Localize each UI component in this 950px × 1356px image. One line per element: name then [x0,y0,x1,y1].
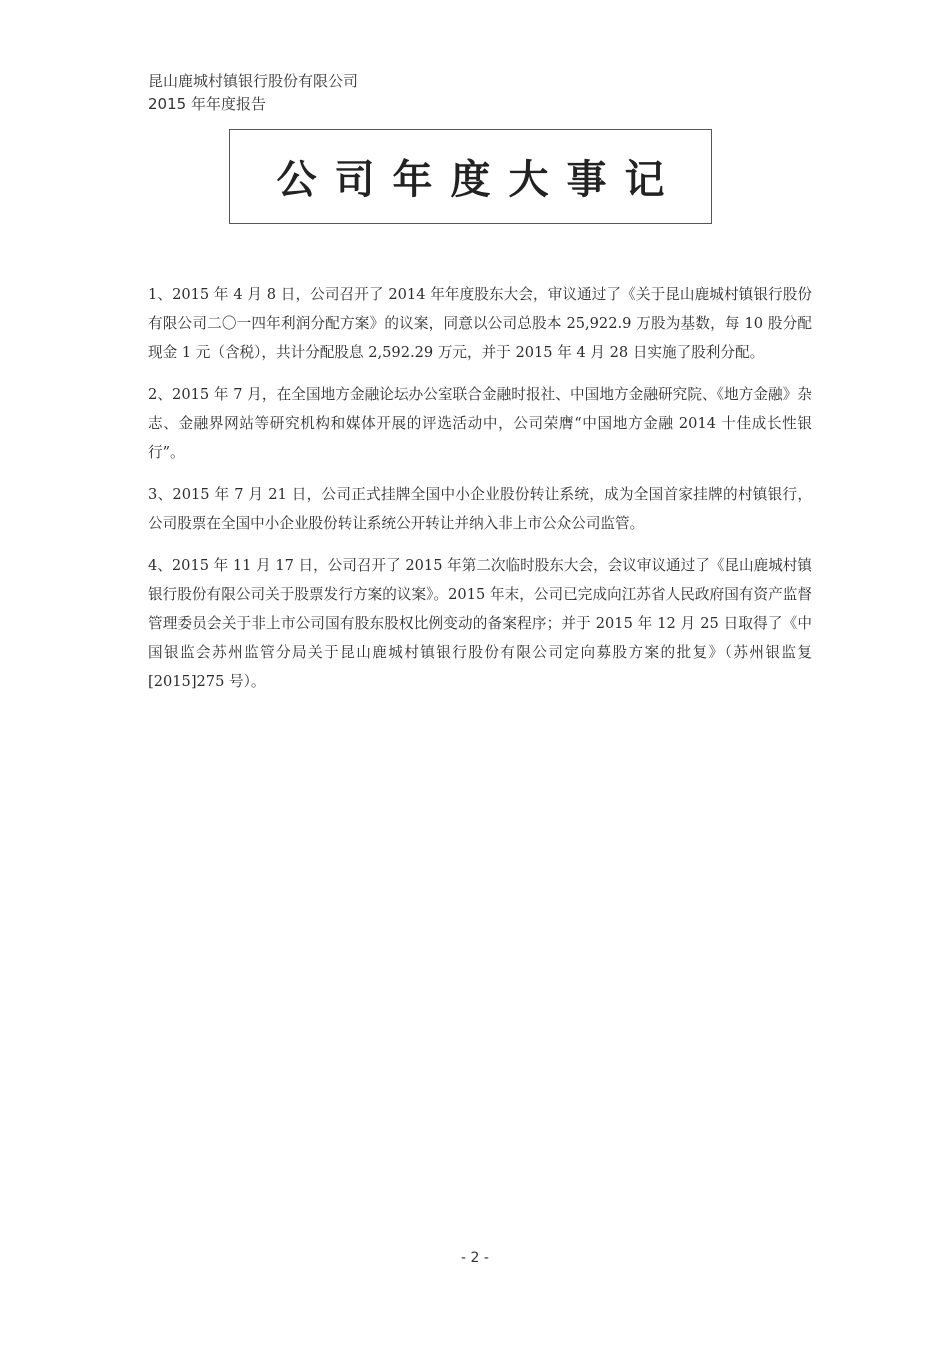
title-box [229,129,712,224]
event-item-3: 3、2015 年 7 月 21 日，公司正式挂牌全国中小企业股份转让系统，成为全国首家挂牌的村镇银行，公司股票在全国中小企业股份转让系统公开转让并纳入非上市公众公司监管。 [148,486,812,532]
event-item-2: 2、2015 年 7 月，在全国地方金融论坛办公室联合金融时报社、中国地方金融研究院、《地方金融》杂志、金融界网站等研究机构和媒体开展的评选活动中，公司荣膺“中国地方金融 2014 十佳成长性银行”。 [148,386,812,461]
page-header [148,70,358,116]
event-item-1: 1、2015 年 4 月 8 日，公司召开了 2014 年年度股东大会，审议通过了《关于昆山鹿城村镇银行股份有限公司二〇一四年利润分配方案》的议案，同意以公司总股本 25,922.9 万股为基数，每 10 股分配现金 1 元（含税），共计分配股息 2,592.29 万元，并于 2015 年 4 月 28 日实施了股利分配。 [148,286,812,361]
event-item-4: 4、2015 年 11 月 17 日，公司召开了 2015 年第二次临时股东大会，会议审议通过了《昆山鹿城村镇银行股份有限公司关于股票发行方案的议案》。2015 年末，公司已完成向江苏省人民政府国有资产监督管理委员会关于非上市公司国有股东股权比例变动的备案程序；并于 2015 年 12 月 25 日取得了《中国银监会苏州监管分局关于昆山鹿城村镇银行股份有限公司定向募股方案的批复》（苏州银监复[2015]275 号）。 [148,557,812,690]
page-title: 公司年度大事记 [276,157,683,203]
page-number: - 2 - [461,1250,489,1266]
header-report-name: 2015 年年度报告 [148,95,266,113]
events-list [148,280,812,709]
header-company-name: 昆山鹿城村镇银行股份有限公司 [148,72,359,90]
